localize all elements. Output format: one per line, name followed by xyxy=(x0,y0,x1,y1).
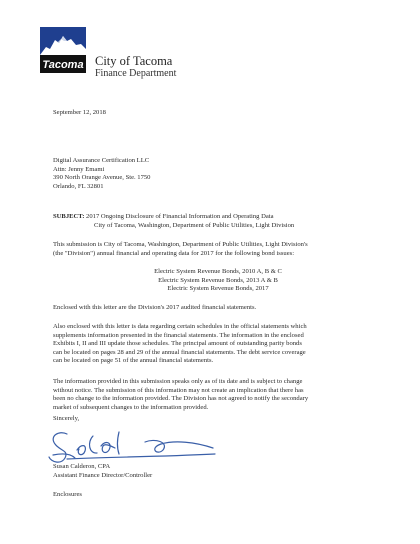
also-enclosed-paragraph xyxy=(53,323,307,366)
letterhead-department: Finance Department xyxy=(95,68,177,79)
subject-label: SUBJECT: xyxy=(53,213,85,220)
paragraph-line: can be located on pages 28 and 29 of the annual financial statements. The debt service coverage xyxy=(53,348,306,356)
signer-name: Susan Calderon, CPA xyxy=(53,463,111,470)
handwritten-signature xyxy=(45,424,220,470)
bond-issue: Electric System Revenue Bonds, 2010 A, B & C xyxy=(154,268,282,275)
paragraph-line: supplements information presented in the financial statements. The information in the enclosed xyxy=(53,331,304,339)
enclosures-note: Enclosures xyxy=(53,491,82,498)
city-of-tacoma-logo xyxy=(40,27,86,73)
letterhead-city: City of Tacoma xyxy=(95,54,173,68)
paragraph-line: can be located on page 51 of the annual financial statements. xyxy=(53,357,214,365)
subject-line: City of Tacoma, Washington, Department of Public Utilities, Light Division xyxy=(94,221,295,229)
logo-wordmark: Tacoma xyxy=(42,59,84,71)
paragraph-line: been no change to the information provided. The Division has not agreed to notify the secondary xyxy=(53,395,309,403)
disclaimer-paragraph xyxy=(53,378,308,412)
subject-line: 2017 Ongoing Disclosure of Financial Information and Operating Data xyxy=(86,213,274,220)
paragraph-line: Also enclosed with this letter is data regarding certain schedules in the official statements which xyxy=(53,323,307,330)
paragraph-line: (the "Division") annual financial and operating data for 2017 for the following bond issues: xyxy=(53,249,295,257)
signer-title: Assistant Finance Director/Controller xyxy=(53,471,153,479)
bond-issue: Electric System Revenue Bonds, 2013 A & B xyxy=(158,276,278,284)
recipient-address xyxy=(53,157,150,191)
closing: Sincerely, xyxy=(53,415,80,422)
recipient-line: Digital Assurance Certification LLC xyxy=(53,157,150,164)
intro-paragraph xyxy=(53,241,308,258)
recipient-line: 390 North Orange Avenue, Ste. 1750 xyxy=(53,174,151,182)
paragraph-line: The information provided in this submission speaks only as of its date and is subject to change xyxy=(53,378,303,385)
paragraph-line: This submission is City of Tacoma, Washington, Department of Public Utilities, Light Division's xyxy=(53,241,308,248)
paragraph-line: without notice. The submission of this information may not create an implication that there has xyxy=(53,386,304,394)
subject-block xyxy=(53,213,294,230)
bond-issue: Electric System Revenue Bonds, 2017 xyxy=(167,285,269,293)
bond-issues-list xyxy=(53,268,383,294)
letter-date: September 12, 2018 xyxy=(53,109,106,116)
enclosed-paragraph: Enclosed with this letter are the Division's 2017 audited financial statements. xyxy=(53,304,257,311)
recipient-line: Orlando, FL 32801 xyxy=(53,182,104,190)
recipient-line: Attn: Jenny Emami xyxy=(53,165,105,173)
paragraph-line: Exhibits I, II and III update those schedules. The principal amount of outstanding parity bonds xyxy=(53,340,302,348)
paragraph-line: market of subsequent changes to the information provided. xyxy=(53,403,209,411)
